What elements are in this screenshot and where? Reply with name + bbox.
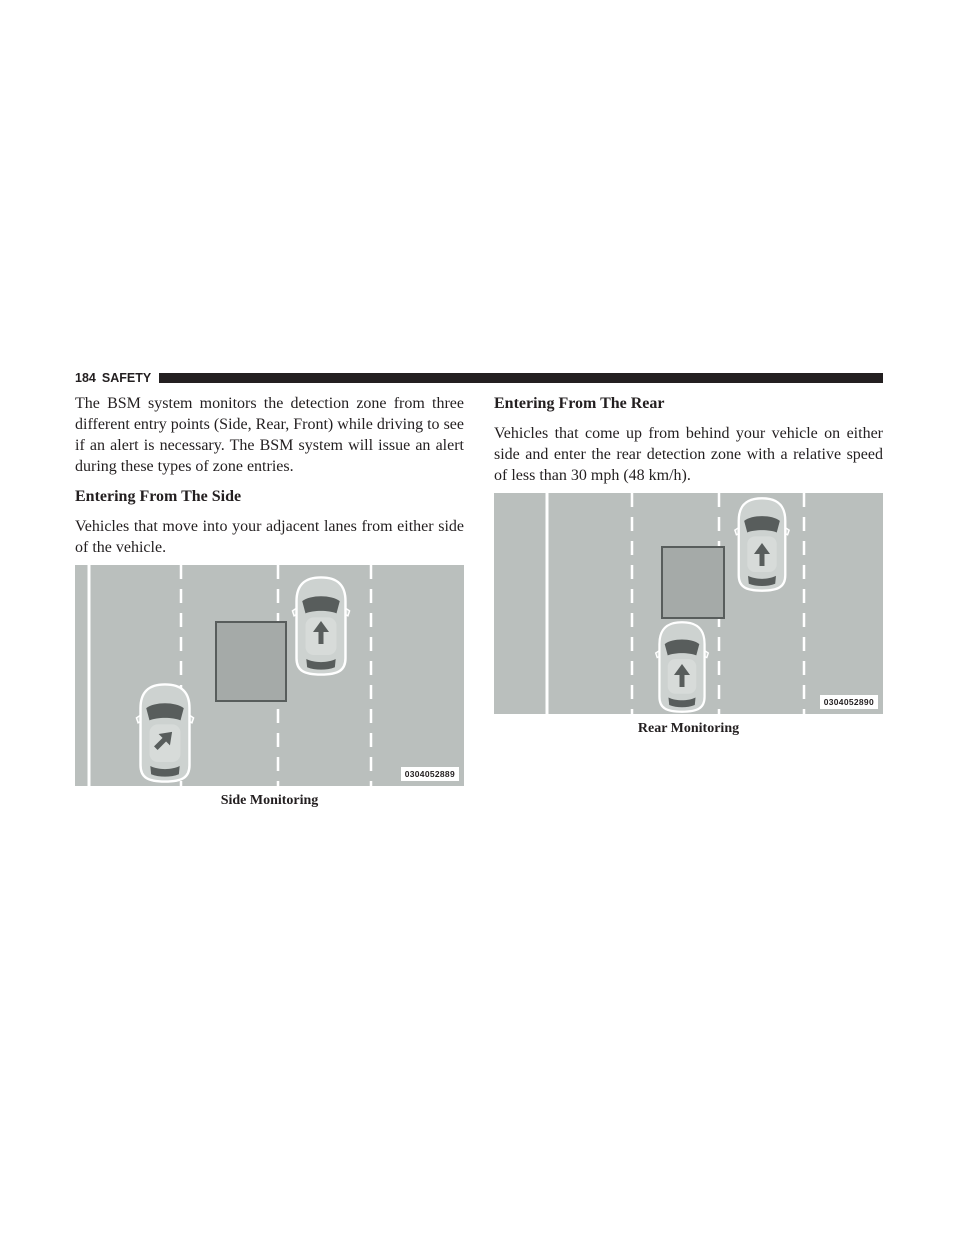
side-monitoring-illustration	[75, 565, 464, 786]
rear-monitoring-illustration	[494, 493, 883, 714]
car-icon	[656, 622, 709, 711]
figure-caption: Side Monitoring	[220, 793, 319, 808]
figure-caption: Rear Monitoring	[637, 721, 740, 736]
heading-entering-side: Entering From The Side	[75, 488, 242, 505]
figure-code: 0304052890	[820, 695, 878, 709]
left-column	[75, 393, 464, 810]
section-title: SAFETY	[101, 371, 152, 385]
right-column	[494, 393, 883, 738]
side-monitoring-figure	[75, 565, 464, 786]
rear-paragraph: Vehicles that come up from behind your vehicle on either side and enter the rear detection zone with a relative speed of less than 30 mph (48 km/h).	[494, 425, 883, 484]
page-number: 184	[75, 371, 96, 385]
car-icon	[292, 577, 349, 674]
header-rule	[159, 373, 883, 383]
page-header	[75, 371, 883, 385]
detection-zone	[662, 547, 724, 618]
figure-code: 0304052889	[401, 767, 459, 781]
detection-zone	[216, 622, 286, 701]
rear-monitoring-figure	[494, 493, 883, 714]
heading-entering-rear: Entering From The Rear	[494, 395, 665, 412]
car-icon	[735, 498, 789, 590]
side-paragraph: Vehicles that move into your adjacent lanes from either side of the vehicle.	[75, 518, 464, 556]
intro-paragraph: The BSM system monitors the detection zone from three different entry points (Side, Rear, Front) while driving to see if an alert is necessary. The BSM system will issue an alert during these types of zone entries.	[75, 395, 464, 475]
car-icon	[136, 684, 193, 781]
